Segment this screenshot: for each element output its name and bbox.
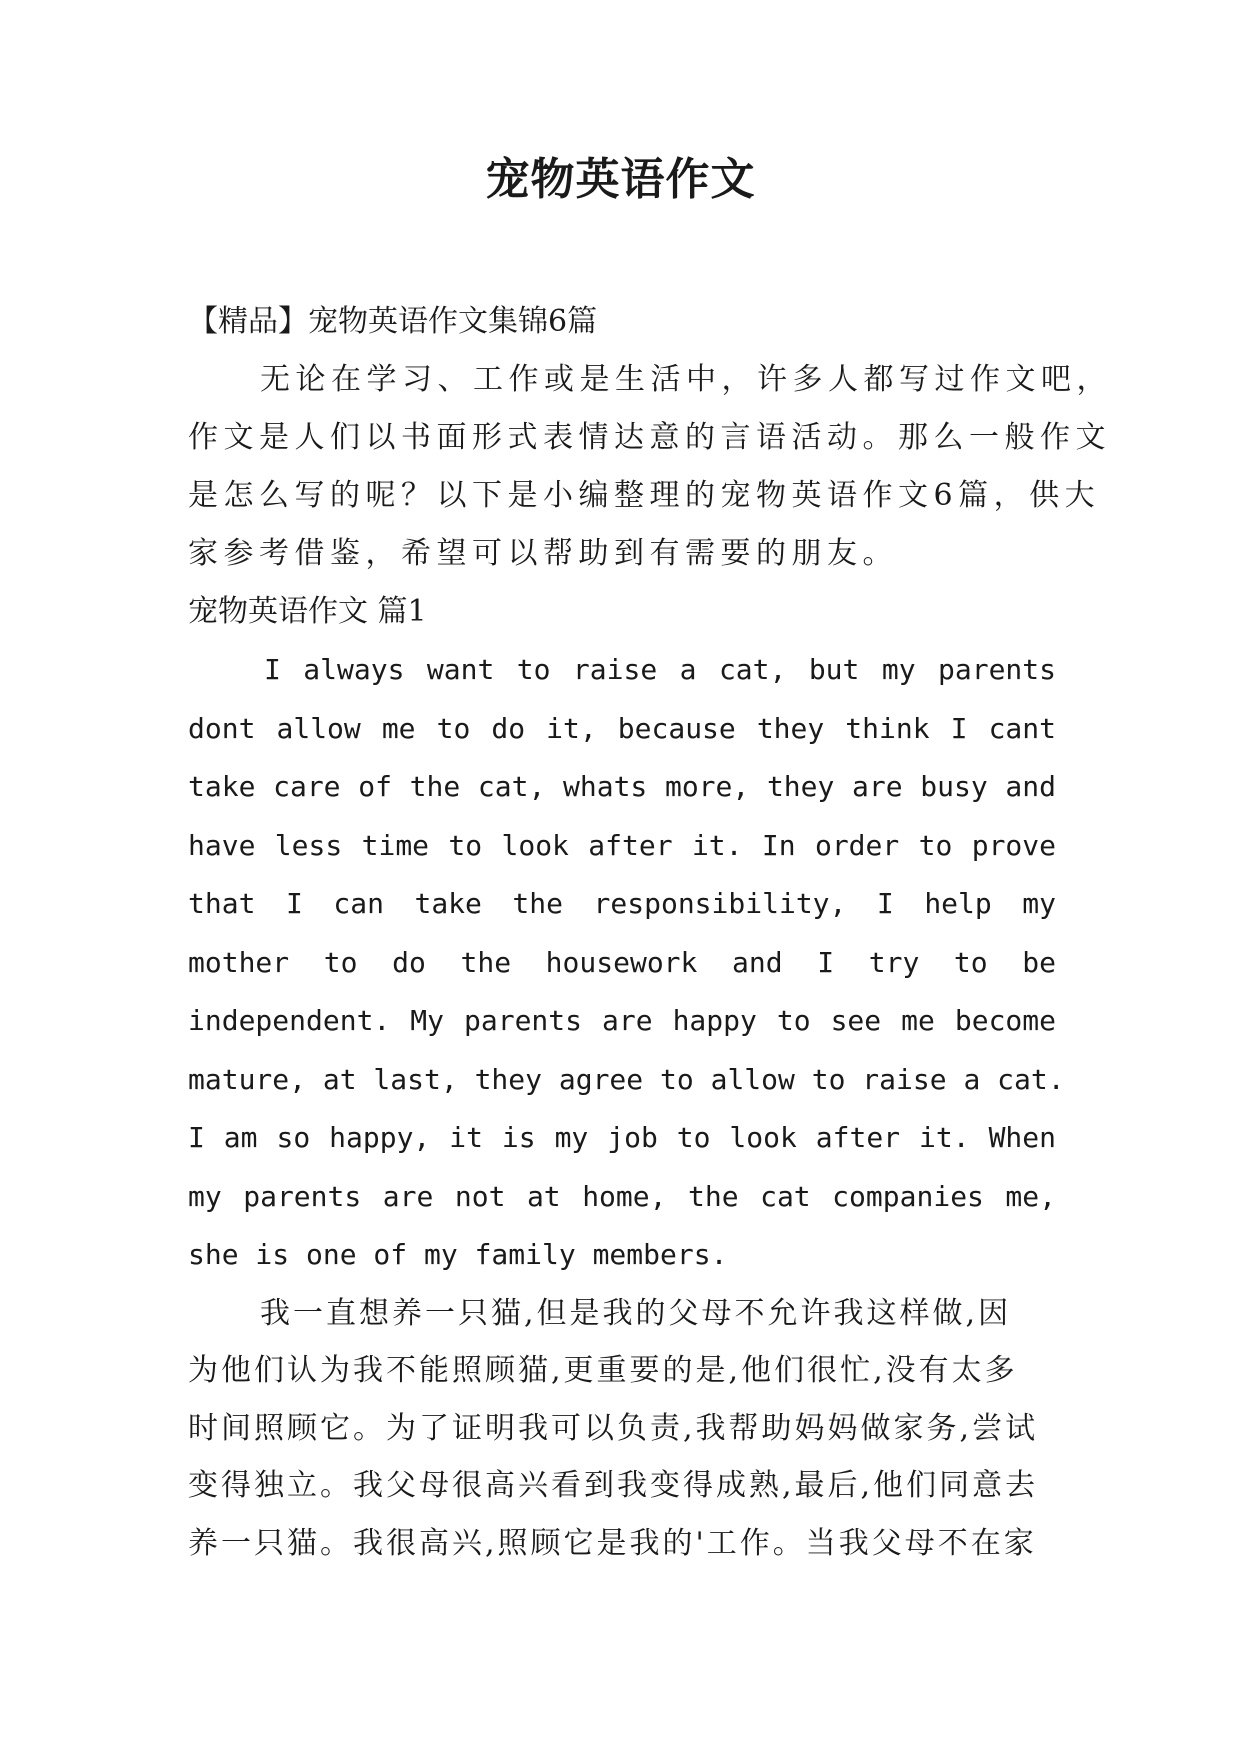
english-line: mature, at last, they agree to allow to raise a cat. bbox=[188, 1062, 1065, 1096]
english-line: she is one of my family members. bbox=[188, 1238, 728, 1271]
intro-line: 是怎么写的呢？以下是小编整理的宠物英语作文6篇，供大 bbox=[188, 478, 1101, 513]
english-line: that I can take the responsibility, I help my bbox=[188, 887, 1056, 920]
document-subtitle: 【精品】宠物英语作文集锦6篇 bbox=[188, 304, 598, 339]
intro-line: 家参考借鉴，希望可以帮助到有需要的朋友。 bbox=[188, 536, 898, 571]
english-line: independent. My parents are happy to see me become bbox=[188, 1004, 1056, 1037]
english-line: mother to do the housework and I try to be bbox=[188, 945, 1056, 979]
document-body bbox=[188, 293, 1112, 1572]
english-line: my parents are not at home, the cat companies me, bbox=[188, 1179, 1056, 1213]
intro-line: 无论在学习、工作或是生活中，许多人都写过作文吧， bbox=[260, 362, 1112, 397]
intro-line: 作文是人们以书面形式表情达意的言语活动。那么一般作文 bbox=[188, 420, 1111, 455]
chinese-line: 养一只猫。我很高兴,照顾它是我的'工作。当我父母不在家 bbox=[188, 1525, 1037, 1561]
english-line: I always want to raise a cat, but my parents bbox=[264, 653, 1056, 686]
chinese-line: 我一直想养一只猫,但是我的父母不允许我这样做,因 bbox=[260, 1295, 1012, 1331]
section-heading: 宠物英语作文 篇1 bbox=[188, 594, 427, 629]
english-line: dont allow me to do it, because they think I cant bbox=[188, 711, 1056, 745]
chinese-line: 变得独立。我父母很高兴看到我变得成熟,最后,他们同意去 bbox=[188, 1468, 1039, 1503]
english-essay-paragraph bbox=[188, 641, 1065, 1285]
chinese-line: 时间照顾它。为了证明我可以负责,我帮助妈妈做家务,尝试 bbox=[188, 1410, 1039, 1446]
document-title: 宠物英语作文 bbox=[485, 154, 756, 205]
intro-paragraph bbox=[188, 351, 1112, 583]
english-line: have less time to look after it. In order to prove bbox=[188, 828, 1056, 862]
english-line: take care of the cat, whats more, they are busy and bbox=[188, 770, 1056, 803]
chinese-line: 为他们认为我不能照顾猫,更重要的是,他们很忙,没有太多 bbox=[188, 1353, 1018, 1388]
english-line: I am so happy, it is my job to look after it. When bbox=[188, 1121, 1056, 1154]
chinese-translation-paragraph bbox=[188, 1285, 1056, 1573]
